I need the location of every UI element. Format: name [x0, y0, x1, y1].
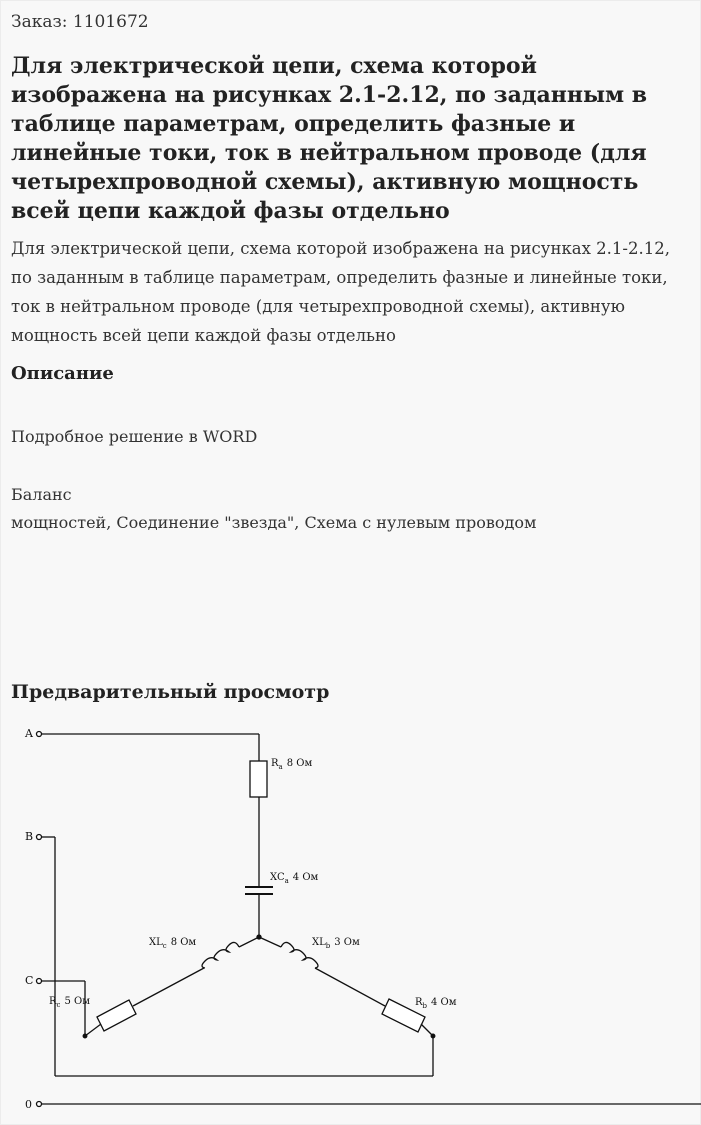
terminal-b-node: [37, 835, 42, 840]
order-number: Заказ: 1101672: [11, 12, 149, 32]
terminal-zero-node: [37, 1102, 42, 1107]
ra-label: $R_a$ 8 Ом: [271, 758, 313, 771]
task-description: Для электрической цепи, схема которой изображена на рисунках 2.1-2.12, по заданным в таблице параметрам, определить фазные и линейные токи, ток в нейтральном проводе (для четырехпроводной схемы), активную мощность всей цепи каждой фазы отдельно: [11, 239, 670, 345]
terminal-b-label: B: [25, 830, 34, 843]
resistor-rc: [97, 1000, 136, 1031]
circuit-diagram: [1, 706, 701, 1121]
xlb-label: $XL_b$ 3 Ом: [312, 937, 360, 950]
rc-label: $R_c$ 5 Ом: [49, 996, 90, 1009]
neutral-node: [257, 935, 261, 939]
preview-heading: Предварительный просмотр: [11, 681, 330, 703]
description-line-3: мощностей, Соединение "звезда", Схема с нулевым проводом: [11, 513, 537, 532]
terminal-c-label: C: [25, 974, 34, 987]
resistor-ra: [250, 761, 267, 797]
xlc-label: $XL_c$ 8 Ом: [149, 937, 197, 950]
terminal-c-node: [37, 979, 42, 984]
page-title: Для электрической цепи, схема которой изображена на рисунках 2.1-2.12, по заданным в таблице параметрам, определить фазные и линейные токи, ток в нейтральном проводе (для четырехпроводной схемы), активную мощность всей цепи каждой фазы отдельно: [11, 53, 648, 224]
description-line-1: Подробное решение в WORD: [11, 427, 258, 446]
inductor-xlc: [202, 942, 239, 968]
description-line-2: Баланс: [11, 485, 72, 504]
description-heading: Описание: [11, 363, 114, 384]
xca-label: $XC_a$ 4 Ом: [270, 872, 319, 885]
rb-label: $R_b$ 4 Ом: [415, 997, 457, 1010]
terminal-a-label: A: [25, 727, 33, 740]
terminal-a-node: [37, 732, 42, 737]
terminal-zero-label: 0: [25, 1098, 32, 1111]
